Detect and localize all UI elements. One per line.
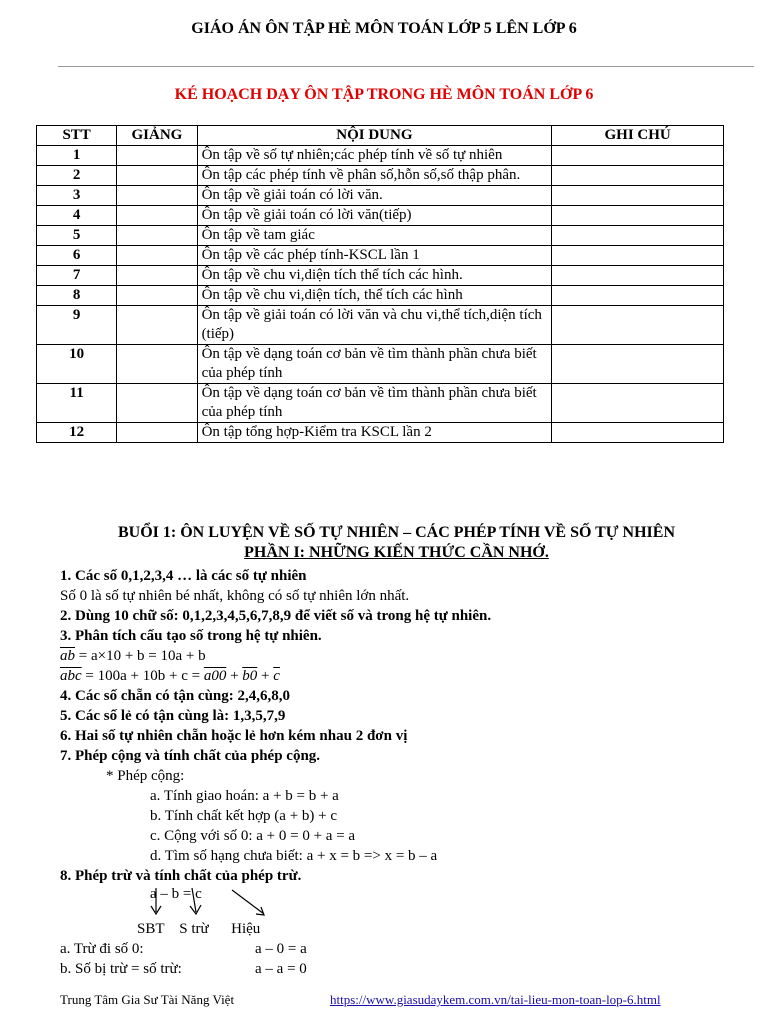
lesson-plan-table (36, 125, 724, 443)
section-7-item-b: b. Tính chất kết hợp (a + b) + c (150, 808, 338, 824)
table-body (37, 146, 724, 443)
row-teaching (117, 306, 197, 345)
row-number: 1 (37, 146, 117, 166)
table-row (37, 423, 724, 443)
subtraction-formula: a – b = c (150, 886, 202, 902)
row-number: 10 (37, 345, 117, 384)
row-teaching (117, 166, 197, 186)
header-divider (58, 66, 754, 67)
subtraction-arrows (140, 884, 280, 924)
column-header-notes: GHI CHÚ (552, 126, 724, 146)
row-number: 11 (37, 384, 117, 423)
row-number: 8 (37, 286, 117, 306)
subtraction-item-b-value: a – a = 0 (255, 961, 307, 977)
row-number: 6 (37, 246, 117, 266)
row-number: 9 (37, 306, 117, 345)
row-notes (552, 345, 724, 384)
table-row (37, 146, 724, 166)
row-teaching (117, 423, 197, 443)
row-number: 12 (37, 423, 117, 443)
plan-title: KÉ HOẠCH DẠY ÔN TẬP TRONG HÈ MÔN TOÁN LỚP 6 (174, 86, 594, 103)
formula-plus-1: + (226, 668, 243, 684)
row-content: Ôn tập về giải toán có lời văn(tiếp) (197, 206, 552, 226)
row-notes (552, 146, 724, 166)
row-notes (552, 206, 724, 226)
row-notes (552, 286, 724, 306)
formula-abc-number: $\overline{abc}$ (60, 668, 82, 684)
subtraction-item-a-label: a. Trừ đi số 0: (60, 941, 144, 957)
table-row (37, 206, 724, 226)
table-row (37, 246, 724, 266)
footer-organization: Trung Tâm Gia Sư Tài Năng Việt (60, 992, 235, 1007)
subtraction-item-b-label: b. Số bị trừ = số trừ: (60, 961, 182, 977)
row-teaching (117, 266, 197, 286)
page-header: GIÁO ÁN ÔN TẬP HÈ MÔN TOÁN LỚP 5 LÊN LỚP 6 (191, 20, 577, 37)
session-title: BUỔI 1: ÔN LUYỆN VỀ SỐ TỰ NHIÊN – CÁC PHÉP TÍNH VỀ SỐ TỰ NHIÊN (118, 524, 675, 541)
column-header-stt: STT (37, 126, 117, 146)
section-7-item-d: d. Tìm số hạng chưa biết: a + x = b => x = b – a (150, 848, 438, 864)
row-content: Ôn tập về dạng toán cơ bản về tìm thành phần chưa biết của phép tính (197, 345, 552, 384)
row-content: Ôn tập về giải toán có lời văn và chu vi,thể tích,diện tích (tiếp) (197, 306, 552, 345)
section-7-item-c: c. Cộng với số 0: a + 0 = 0 + a = a (150, 828, 356, 844)
section-7-heading: 7. Phép cộng và tính chất của phép cộng. (60, 748, 321, 764)
row-notes (552, 423, 724, 443)
section-7-subheading: * Phép cộng: (106, 768, 185, 784)
row-notes (552, 226, 724, 246)
row-content: Ôn tập về các phép tính-KSCL lần 1 (197, 246, 552, 266)
table-header-row (37, 126, 724, 146)
row-number: 5 (37, 226, 117, 246)
row-teaching (117, 246, 197, 266)
section-4-heading: 4. Các số chẵn có tận cùng: 2,4,6,8,0 (60, 688, 291, 704)
row-content: Ôn tập các phép tính về phân số,hỗn số,số thập phân. (197, 166, 552, 186)
row-content: Ôn tập về chu vi,diện tích thể tích các hình. (197, 266, 552, 286)
formula-c: $\overline{c}$ (273, 668, 280, 684)
formula-plus-2: + (257, 668, 274, 684)
row-number: 3 (37, 186, 117, 206)
row-notes (552, 266, 724, 286)
section-8-heading: 8. Phép trừ và tính chất của phép trừ. (60, 868, 302, 884)
row-notes (552, 306, 724, 345)
section-6-heading: 6. Hai số tự nhiên chẵn hoặc lẻ hơn kém nhau 2 đơn vị (60, 728, 408, 744)
formula-ab-expansion: = a×10 + b = 10a + b (75, 648, 206, 664)
row-number: 2 (37, 166, 117, 186)
footer-link[interactable]: https://www.giasudaykem.com.vn/tai-lieu-mon-toan-lop-6.html (330, 992, 661, 1007)
formula-abc (60, 666, 280, 686)
row-teaching (117, 226, 197, 246)
row-notes (552, 246, 724, 266)
table-row (37, 166, 724, 186)
table-row (37, 226, 724, 246)
subtraction-item-a-value: a – 0 = a (255, 941, 307, 957)
row-teaching (117, 345, 197, 384)
table-row (37, 384, 724, 423)
formula-a00: a00 (203, 668, 227, 684)
section-5-heading: 5. Các số lẻ có tận cùng là: 1,3,5,7,9 (60, 708, 286, 724)
table-row (37, 266, 724, 286)
row-teaching (117, 146, 197, 166)
row-notes (552, 384, 724, 423)
row-content: Ôn tập tổng hợp-Kiểm tra KSCL lần 2 (197, 423, 552, 443)
row-content: Ôn tập về số tự nhiên;các phép tính về số tự nhiên (197, 146, 552, 166)
row-content: Ôn tập về tam giác (197, 226, 552, 246)
row-notes (552, 186, 724, 206)
section-1-heading: 1. Các số 0,1,2,3,4 … là các số tự nhiên (60, 568, 307, 584)
arrow-difference-icon (232, 890, 264, 915)
row-teaching (117, 206, 197, 226)
row-content: Ôn tập về chu vi,diện tích, thể tích các hình (197, 286, 552, 306)
row-content: Ôn tập về giải toán có lời văn. (197, 186, 552, 206)
subtraction-labels: SBT S trừ Hiệu (137, 921, 261, 937)
arrow-subtrahend-icon (190, 888, 201, 914)
row-teaching (117, 384, 197, 423)
table-row (37, 186, 724, 206)
row-content: Ôn tập về dạng toán cơ bản về tìm thành phần chưa biết của phép tính (197, 384, 552, 423)
formula-ab (60, 646, 206, 666)
section-3-heading: 3. Phân tích cấu tạo số trong hệ tự nhiên. (60, 628, 322, 644)
table-row (37, 345, 724, 384)
table-row (37, 306, 724, 345)
column-header-teaching: GIẢNG (117, 126, 197, 146)
section-1-text: Số 0 là số tự nhiên bé nhất, không có số tự nhiên lớn nhất. (60, 588, 410, 604)
section-7-item-a: a. Tính giao hoán: a + b = b + a (150, 788, 339, 804)
formula-abc-middle: = 100a + 10b + c = (81, 668, 204, 684)
section-2-heading: 2. Dùng 10 chữ số: 0,1,2,3,4,5,6,7,8,9 để viết số và trong hệ tự nhiên. (60, 608, 492, 624)
row-number: 7 (37, 266, 117, 286)
column-header-content: NỘI DUNG (197, 126, 552, 146)
part-title: PHẦN I: NHỮNG KIẾN THỨC CẦN NHỚ. (244, 544, 549, 561)
row-teaching (117, 286, 197, 306)
row-number: 4 (37, 206, 117, 226)
arrow-minuend-icon (151, 888, 161, 914)
row-teaching (117, 186, 197, 206)
table-row (37, 286, 724, 306)
formula-b0: b0 (242, 668, 258, 684)
row-notes (552, 166, 724, 186)
formula-ab-number: $\overline{ab}$ (60, 648, 75, 664)
